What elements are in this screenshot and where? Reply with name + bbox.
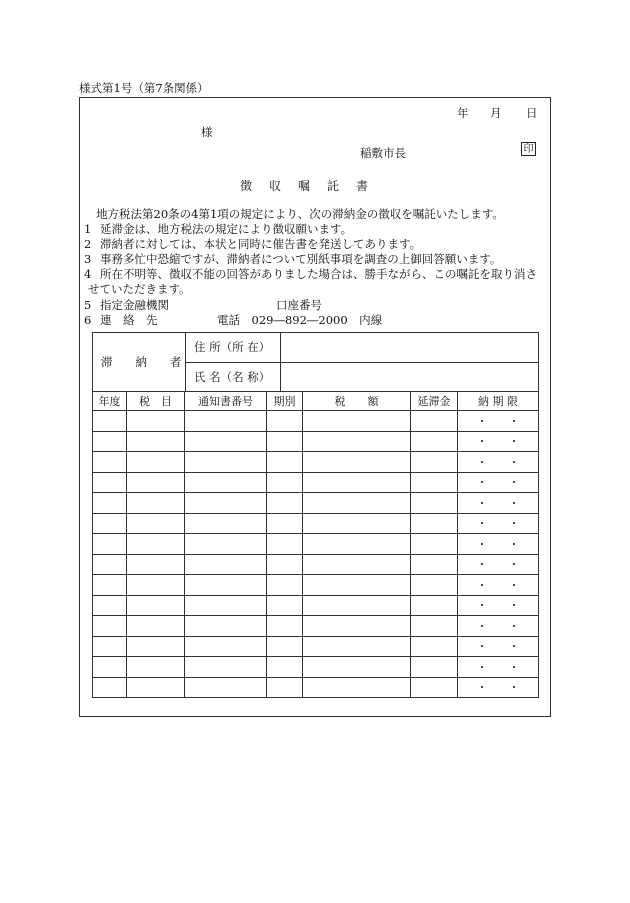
tax-item-cell[interactable] [127, 431, 185, 452]
notice-number-cell[interactable] [185, 636, 267, 657]
table-row [93, 452, 539, 473]
table-row [93, 636, 539, 657]
due-date-cell[interactable] [458, 493, 539, 514]
fiscal-year-cell[interactable] [93, 595, 127, 616]
header-period: 期別 [267, 392, 303, 411]
table-row [93, 677, 539, 698]
due-date-cell[interactable] [458, 472, 539, 493]
due-date-separator: ・ [508, 537, 520, 551]
tax-amount-cell[interactable] [303, 472, 411, 493]
table-row [93, 493, 539, 514]
due-date-cell[interactable] [458, 411, 539, 432]
due-date-separator: ・ [476, 599, 488, 613]
tax-amount-cell[interactable] [303, 452, 411, 473]
due-date-separator: ・ [476, 640, 488, 654]
tax-item-cell[interactable] [127, 554, 185, 575]
period-cell[interactable] [267, 411, 303, 432]
period-cell[interactable] [267, 431, 303, 452]
late-fee-cell[interactable] [411, 575, 458, 596]
period-cell[interactable] [267, 513, 303, 534]
due-date-cell[interactable] [458, 534, 539, 555]
notice-number-cell[interactable] [185, 616, 267, 637]
due-date-cell[interactable] [458, 513, 539, 534]
form-label: 様式第1号（第7条関係） [79, 81, 209, 95]
tax-item-cell[interactable] [127, 636, 185, 657]
fiscal-year-cell[interactable] [93, 575, 127, 596]
due-date-separator: ・ [476, 414, 488, 428]
header-tax-item: 税 目 [127, 392, 185, 411]
late-fee-cell[interactable] [411, 493, 458, 514]
tax-amount-cell[interactable] [303, 575, 411, 596]
due-date-separator: ・ [476, 435, 488, 449]
tax-item-cell[interactable] [127, 452, 185, 473]
notice-number-cell[interactable] [185, 657, 267, 678]
tax-amount-cell[interactable] [303, 554, 411, 575]
header-tax-amount: 税 額 [303, 392, 411, 411]
item-4-continuation: せていただきます。 [88, 282, 191, 296]
due-date-separator: ・ [508, 681, 520, 695]
late-fee-cell[interactable] [411, 616, 458, 637]
due-date-separator: ・ [476, 558, 488, 572]
tax-amount-cell[interactable] [303, 677, 411, 698]
late-fee-cell[interactable] [411, 534, 458, 555]
address-field[interactable] [281, 333, 539, 363]
notice-number-cell[interactable] [185, 575, 267, 596]
fiscal-year-cell[interactable] [93, 636, 127, 657]
due-date-separator: ・ [508, 435, 520, 449]
delinquent-info-table [92, 332, 539, 392]
tax-amount-cell[interactable] [303, 595, 411, 616]
header-notice-number: 通知書番号 [185, 392, 267, 411]
tax-amount-cell[interactable] [303, 431, 411, 452]
due-date-separator: ・ [508, 517, 520, 531]
due-date-separator: ・ [476, 537, 488, 551]
notice-number-cell[interactable] [185, 554, 267, 575]
due-date-separator: ・ [476, 476, 488, 490]
header-late-fee: 延滞金 [411, 392, 458, 411]
fiscal-year-cell[interactable] [93, 513, 127, 534]
notice-number-cell[interactable] [185, 513, 267, 534]
sender-name: 稲敷市長 [360, 146, 406, 160]
tax-item-cell[interactable] [127, 472, 185, 493]
tax-item-cell[interactable] [127, 411, 185, 432]
table-row [93, 595, 539, 616]
late-fee-cell[interactable] [411, 595, 458, 616]
tax-item-cell[interactable] [127, 534, 185, 555]
header-fiscal-year: 年度 [93, 392, 127, 411]
due-date-cell[interactable] [458, 554, 539, 575]
due-date-separator: ・ [476, 619, 488, 633]
header-due-date: 納 期 限 [458, 392, 539, 411]
fiscal-year-cell[interactable] [93, 677, 127, 698]
period-cell[interactable] [267, 636, 303, 657]
notice-number-cell[interactable] [185, 452, 267, 473]
item-4-num: 4 [84, 267, 92, 281]
seal-mark: 印 [521, 142, 536, 156]
item-3-num: 3 [84, 252, 92, 266]
due-date-separator: ・ [508, 619, 520, 633]
tax-amount-cell[interactable] [303, 616, 411, 637]
late-fee-cell[interactable] [411, 677, 458, 698]
due-date-cell[interactable] [458, 431, 539, 452]
fiscal-year-cell[interactable] [93, 431, 127, 452]
date-day-label: 日 [526, 106, 538, 120]
item-2-text: 滞納者に対しては、本状と同時に催告書を発送してあります。 [100, 237, 422, 251]
due-date-separator: ・ [508, 476, 520, 490]
tax-amount-cell[interactable] [303, 534, 411, 555]
due-date-separator: ・ [508, 455, 520, 469]
notice-number-cell[interactable] [185, 595, 267, 616]
fiscal-year-cell[interactable] [93, 411, 127, 432]
late-fee-cell[interactable] [411, 657, 458, 678]
period-cell[interactable] [267, 677, 303, 698]
item-5-account-label: 口座番号 [276, 298, 322, 312]
late-fee-cell[interactable] [411, 472, 458, 493]
period-cell[interactable] [267, 616, 303, 637]
due-date-separator: ・ [508, 558, 520, 572]
notice-number-cell[interactable] [185, 534, 267, 555]
due-date-separator: ・ [508, 599, 520, 613]
name-field[interactable] [281, 362, 539, 392]
table-row [93, 431, 539, 452]
item-5-label: 指定金融機関 [100, 298, 169, 312]
due-date-separator: ・ [508, 414, 520, 428]
name-label: 氏 名（名 称） [186, 362, 281, 392]
due-date-cell[interactable] [458, 657, 539, 678]
table-row [93, 554, 539, 575]
period-cell[interactable] [267, 575, 303, 596]
tax-amount-cell[interactable] [303, 657, 411, 678]
tax-item-cell[interactable] [127, 657, 185, 678]
item-4-text: 所在不明等、徴収不能の回答がありました場合は、勝手ながら、この嘱託を取り消さ [100, 267, 537, 281]
fiscal-year-cell[interactable] [93, 657, 127, 678]
due-date-separator: ・ [508, 640, 520, 654]
late-fee-cell[interactable] [411, 411, 458, 432]
due-date-separator: ・ [476, 681, 488, 695]
tax-item-cell[interactable] [127, 595, 185, 616]
notice-number-cell[interactable] [185, 493, 267, 514]
late-fee-cell[interactable] [411, 554, 458, 575]
notice-number-cell[interactable] [185, 411, 267, 432]
date-year-label: 年 [457, 106, 469, 120]
due-date-separator: ・ [508, 660, 520, 674]
notice-number-cell[interactable] [185, 677, 267, 698]
item-1-num: 1 [84, 222, 92, 236]
fiscal-year-cell[interactable] [93, 493, 127, 514]
tax-item-cell[interactable] [127, 513, 185, 534]
delinquent-label: 滞 納 者 [93, 333, 186, 392]
tax-amount-cell[interactable] [303, 636, 411, 657]
due-date-cell[interactable] [458, 636, 539, 657]
table-row [93, 513, 539, 534]
document-title: 徴収嘱託書 [240, 179, 386, 193]
tax-amount-cell[interactable] [303, 513, 411, 534]
fiscal-year-cell[interactable] [93, 554, 127, 575]
table-row [93, 657, 539, 678]
item-5-num: 5 [84, 298, 92, 312]
tax-item-cell[interactable] [127, 616, 185, 637]
period-cell[interactable] [267, 452, 303, 473]
table-row [93, 472, 539, 493]
due-date-cell[interactable] [458, 677, 539, 698]
due-date-separator: ・ [508, 578, 520, 592]
tax-item-cell[interactable] [127, 677, 185, 698]
late-fee-cell[interactable] [411, 452, 458, 473]
fiscal-year-cell[interactable] [93, 452, 127, 473]
period-cell[interactable] [267, 493, 303, 514]
period-cell[interactable] [267, 554, 303, 575]
due-date-cell[interactable] [458, 616, 539, 637]
table-row [93, 411, 539, 432]
due-date-separator: ・ [508, 496, 520, 510]
due-date-separator: ・ [476, 455, 488, 469]
notice-number-cell[interactable] [185, 431, 267, 452]
late-fee-cell[interactable] [411, 636, 458, 657]
table-row [93, 534, 539, 555]
tax-item-cell[interactable] [127, 493, 185, 514]
fiscal-year-cell[interactable] [93, 472, 127, 493]
late-fee-cell[interactable] [411, 431, 458, 452]
due-date-separator: ・ [476, 517, 488, 531]
due-date-cell[interactable] [458, 452, 539, 473]
table-row [93, 616, 539, 637]
date-month-label: 月 [490, 106, 502, 120]
item-3-text: 事務多忙中恐縮ですが、滞納者について別紙事項を調査の上御回答願います。 [100, 252, 502, 266]
notice-number-cell[interactable] [185, 472, 267, 493]
due-date-cell[interactable] [458, 575, 539, 596]
tax-item-cell[interactable] [127, 575, 185, 596]
due-date-separator: ・ [476, 578, 488, 592]
addressee-suffix: 様 [201, 125, 213, 139]
item-6-phone: 電話 029―892―2000 内線 [217, 313, 383, 327]
period-cell[interactable] [267, 595, 303, 616]
late-fee-cell[interactable] [411, 513, 458, 534]
period-cell[interactable] [267, 534, 303, 555]
address-label: 住 所（所 在） [186, 333, 281, 363]
fiscal-year-cell[interactable] [93, 534, 127, 555]
tax-amount-cell[interactable] [303, 411, 411, 432]
due-date-cell[interactable] [458, 595, 539, 616]
tax-table [92, 391, 539, 698]
table-row [93, 575, 539, 596]
item-2-num: 2 [84, 237, 92, 251]
tax-amount-cell[interactable] [303, 493, 411, 514]
intro-text: 地方税法第20条の4第1項の規定により、次の滞納金の徴収を嘱託いたします。 [96, 207, 504, 221]
item-1-text: 延滞金は、地方税法の規定により徴収願います。 [100, 222, 353, 236]
period-cell[interactable] [267, 472, 303, 493]
item-6-num: 6 [84, 313, 92, 327]
due-date-separator: ・ [476, 660, 488, 674]
item-6-label: 連 絡 先 [100, 313, 158, 327]
fiscal-year-cell[interactable] [93, 616, 127, 637]
due-date-separator: ・ [476, 496, 488, 510]
period-cell[interactable] [267, 657, 303, 678]
